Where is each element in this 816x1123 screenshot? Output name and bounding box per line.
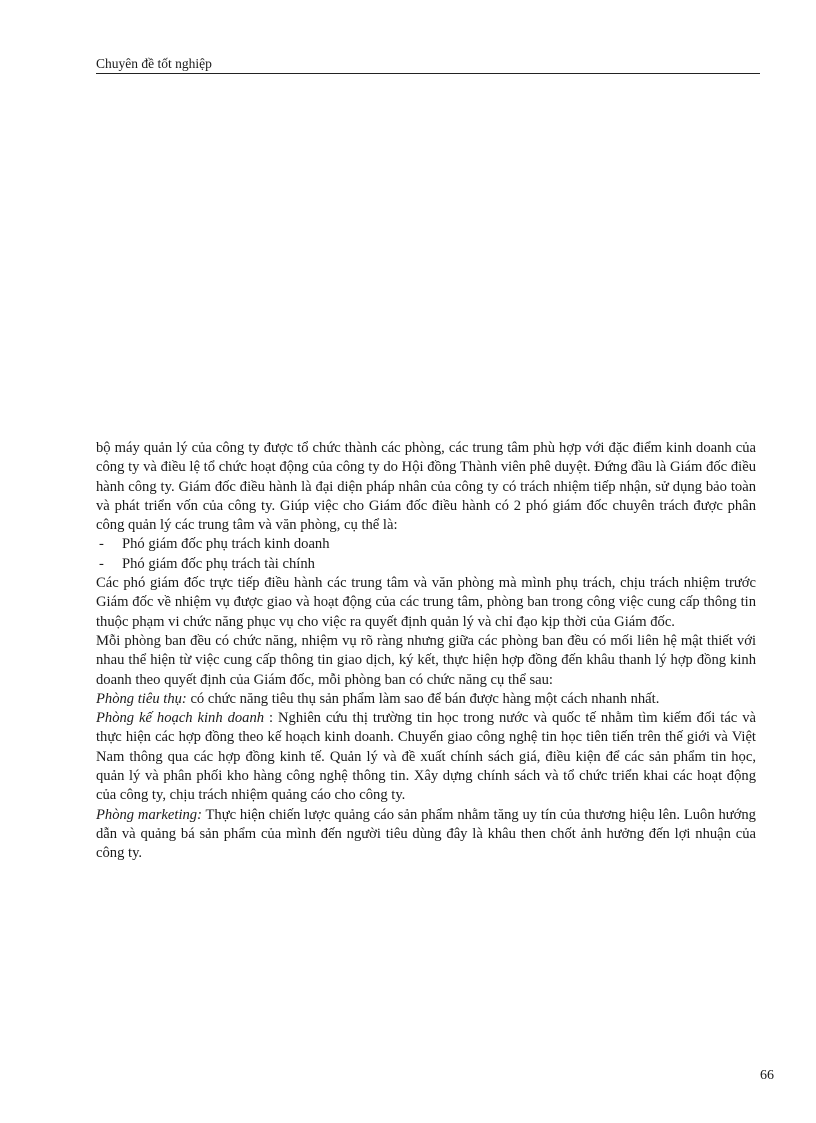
- dept-desc-sales: có chức năng tiêu thụ sản phẩm làm sao để bán được hàng một cách nhanh nhất.: [186, 690, 660, 707]
- dept-name-sales: Phòng tiêu thụ:: [96, 690, 187, 707]
- dept-desc-planning: : Nghiên cứu thị trường tin học trong nước và quốc tế nhằm tìm kiếm đối tác và thực hiện các hợp đồng theo kế hoạch kinh doanh. Chuyển giao công nghệ tin học tiên tiến trên thế giới và Việt Nam thông qua các hợp đồng kinh tế. Quản lý và đề xuất chính sách giá, điều kiện để các sản phẩm tin học, quản lý và phân phối kho hàng công nghệ thông tin. Xây dựng chính sách và tổ chức triển khai các hoạt động của công ty, chịu trách nhiệm quảng cáo cho công ty.: [96, 710, 756, 804]
- list-item-text: Phó giám đốc phụ trách tài chính: [122, 555, 315, 572]
- paragraph-sales-dept: [96, 690, 756, 709]
- dept-desc-marketing: Thực hiện chiến lược quảng cáo sản phẩm nhằm tăng uy tín của thương hiệu lên. Luôn hướng dẫn và quảng bá sản phẩm của mình đến người tiêu dùng đây là khâu then chốt ảnh hưởng đến lợi nhuận của công ty.: [96, 806, 756, 862]
- bullet-marker: -: [99, 536, 104, 553]
- list-item: [96, 555, 756, 574]
- page-number: 66: [760, 1068, 774, 1083]
- list-item-text: Phó giám đốc phụ trách kinh doanh: [122, 536, 330, 553]
- dept-name-marketing: Phòng marketing:: [96, 806, 202, 823]
- paragraph-deputy-directors: Các phó giám đốc trực tiếp điều hành các trung tâm và văn phòng mà mình phụ trách, chịu trách nhiệm trước Giám đốc về nhiệm vụ được giao và hoạt động của các trung tâm, phòng ban trong công việc cung cấp thông tin thuộc phạm vi chức năng phục vụ cho việc ra quyết định quản lý và chỉ đạo kịp thời của Giám đốc.: [96, 575, 756, 630]
- body-text: [96, 439, 756, 864]
- list-item: [96, 535, 756, 554]
- paragraph-marketing-dept: [96, 806, 756, 864]
- header-rule: [96, 73, 760, 74]
- paragraph-planning-dept: [96, 709, 756, 805]
- bullet-marker: -: [99, 555, 104, 572]
- paragraph-org-structure: bộ máy quản lý của công ty được tổ chức thành các phòng, các trung tâm phù hợp với đặc điểm kinh doanh của công ty và điều lệ tổ chức hoạt động của công ty do Hội đồng Thành viên phê duyệt. Đứng đầu là Giám đốc điều hành công ty. Giám đốc điều hành là đại diện pháp nhân của công ty có trách nhiệm tiếp nhận, sử dụng bảo toàn và phát triển vốn của công ty. Giúp việc cho Giám đốc điều hành có 2 phó giám đốc chuyên trách được phân công quản lý các trung tâm và văn phòng, cụ thể là:: [96, 440, 756, 534]
- dept-name-planning: Phòng kế hoạch kinh doanh: [96, 710, 265, 727]
- running-header: Chuyên đề tốt nghiệp: [96, 56, 212, 71]
- paragraph-departments: Mỗi phòng ban đều có chức năng, nhiệm vụ rõ ràng nhưng giữa các phòng ban đều có mối liên hệ mật thiết với nhau thể hiện từ việc cung cấp thông tin giao dịch, ký kết, thực hiện hợp đồng đến khâu thanh lý hợp đồng kinh doanh theo quyết định của Giám đốc, mỗi phòng ban có chức năng cụ thể sau:: [96, 632, 756, 688]
